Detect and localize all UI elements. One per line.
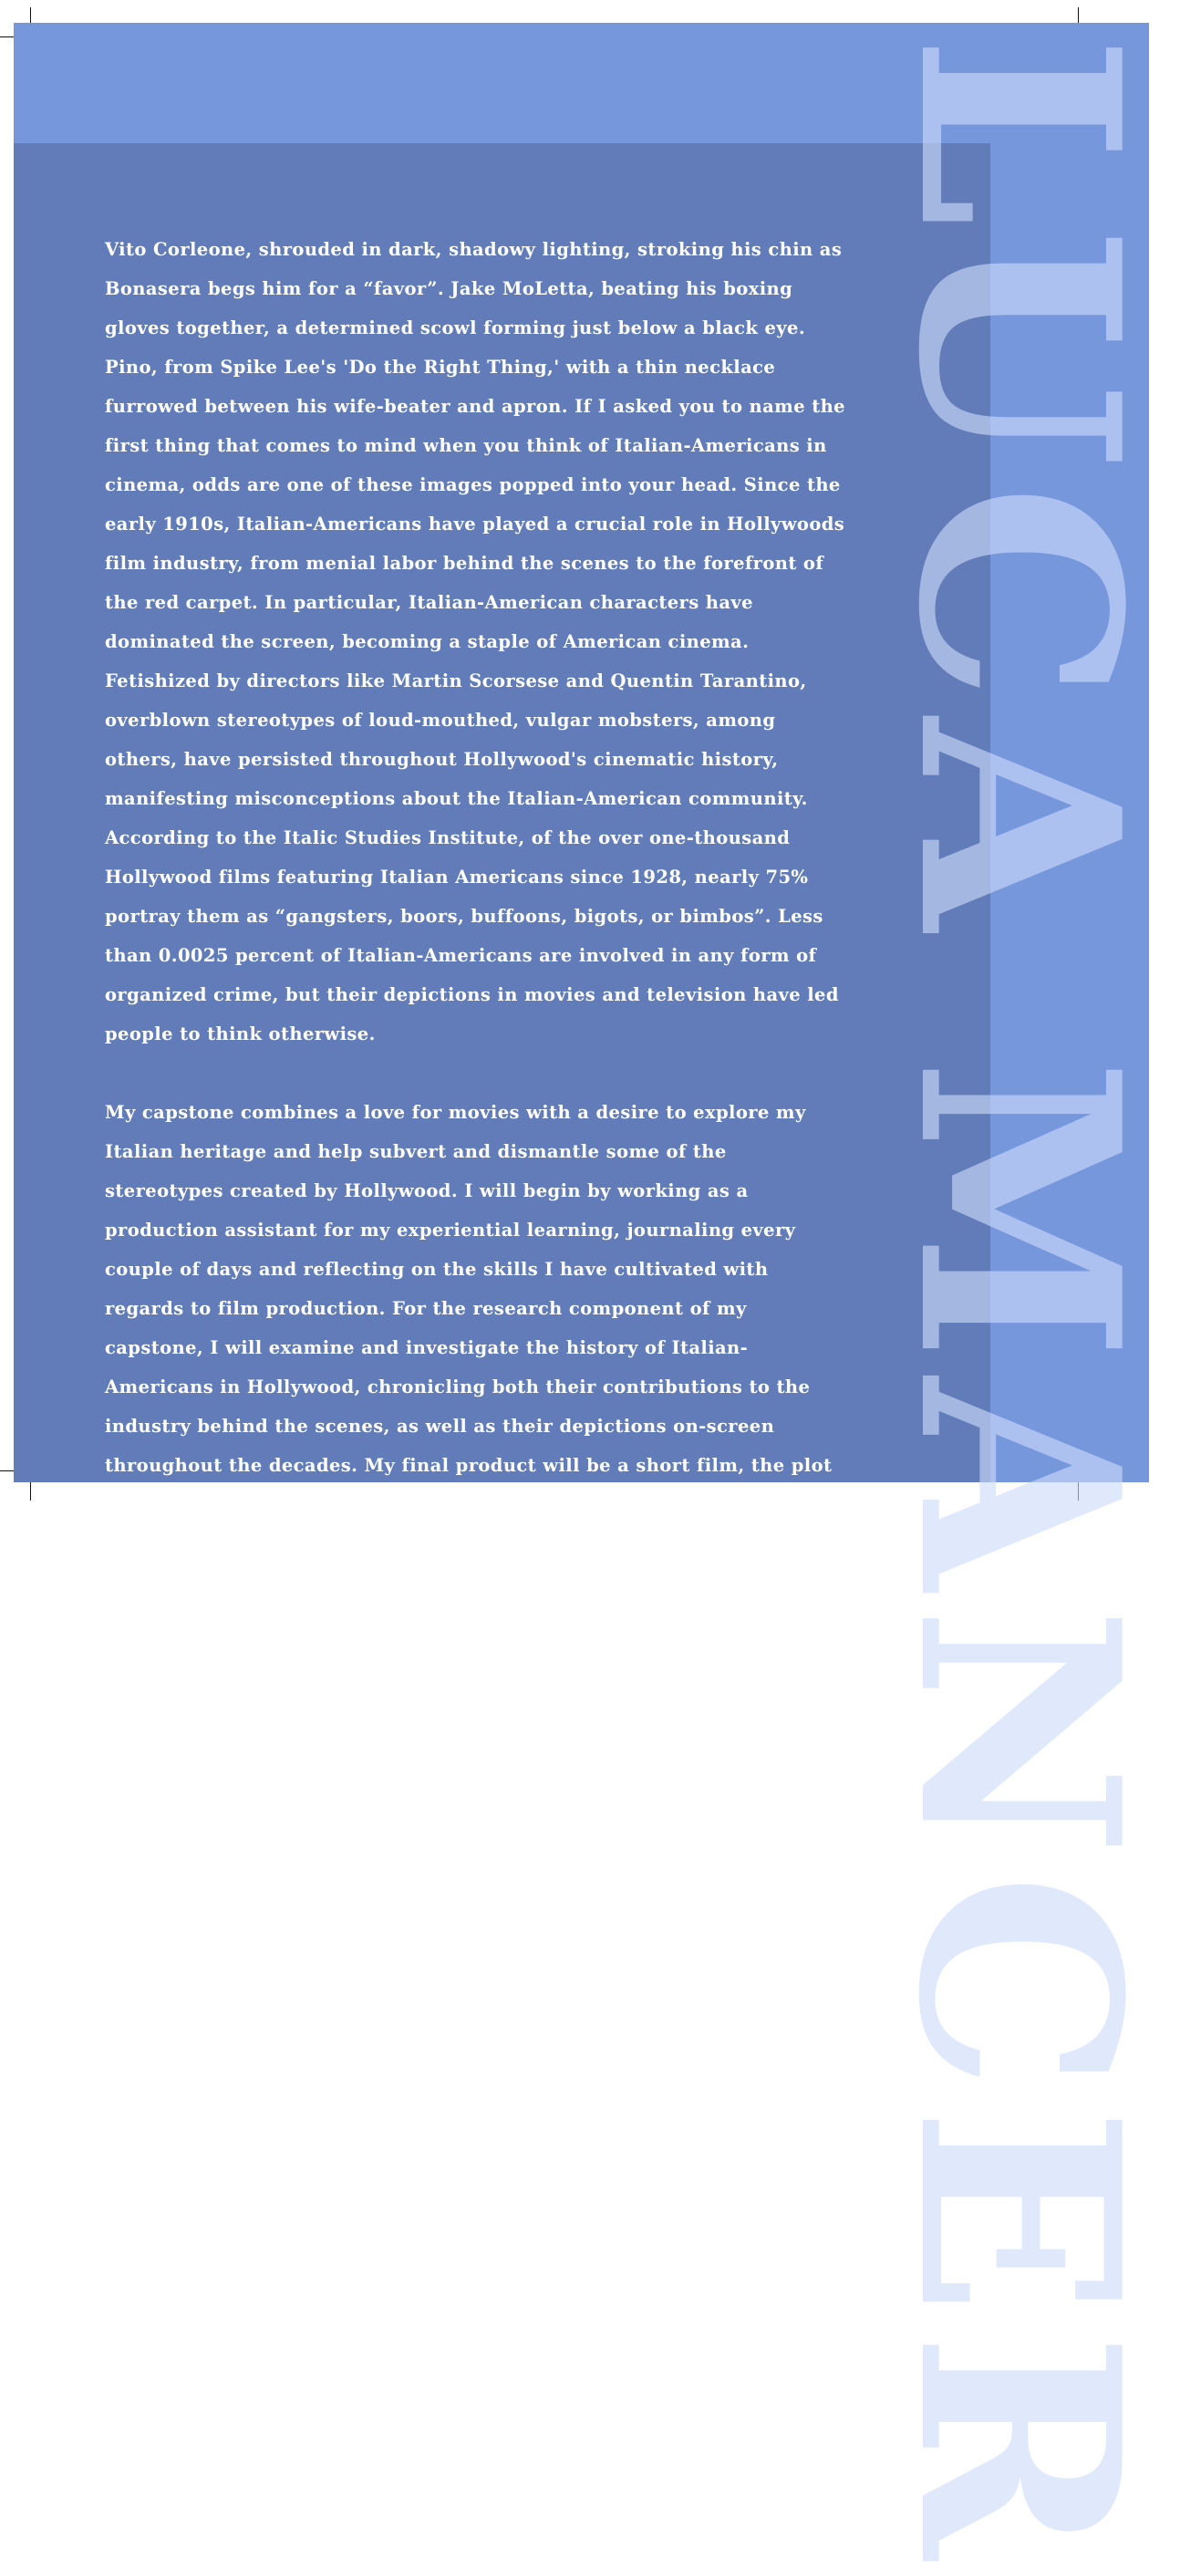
body-text	[105, 230, 848, 1720]
document-page	[14, 23, 1180, 2576]
paragraph-2: My capstone combines a love for movies with a desire to explore my Italian heritage and help subvert and dismantle some of the stereotypes created by Hollywood. I will begin by working as a production assistant for my experiential learning, journaling every couple of days and reflecting on the skills I have cultivated with regards to film production. For the research component of my capstone, I will examine and investigate the history of Italian-Americans in Hollywood, chronicling both their contributions to the industry behind the scenes, as well as their depictions on-screen throughout the decades. My final product will be a short film, the plot of which still remains unknown. The central theme, however, will be Italian-American identity, and a large portion of the movie will be devoted to dismantling many of the classic Italian stereotypes through satire, and creating what I consider to be a more accurate depiction of Italian-American life.	[105, 1102, 837, 1672]
vertical-title: LUCA MANCER	[858, 35, 1180, 2576]
paragraph-1: Vito Corleone, shrouded in dark, shadowy lighting, stroking his chin as Bonasera begs him for a “favor”. Jake MoLetta, beating his boxing gloves together, a determined scowl forming just below a black eye. Pino, from Spike Lee's 'Do the Right Thing,' with a thin necklace furrowed between his wife-beater and apron. If I asked you to name the first thing that comes to mind when you think of Italian-Americans in cinema, odds are one of these images popped into your head. Since the early 1910s, Italian-Americans have played a crucial role in Hollywoods film industry, from menial labor behind the scenes to the forefront of the red carpet. In particular, Italian-American characters have dominated the screen, becoming a staple of American cinema. Fetishized by directors like Martin Scorsese and Quentin Tarantino, overblown stereotypes of loud-mouthed, vulgar mobsters, among others, have persisted throughout Hollywood's cinematic history, manifesting misconceptions about the Italian-American community. According to the Italic Studies Institute, of the over one-thousand Hollywood films featuring Italian Americans since 1928, nearly 75% portray them as “gangsters, boors, buffoons, bigots, or bimbos”. Less than 0.0025 percent of Italian-Americans are involved in any form of organized crime, but their depictions in movies and television have led people to think otherwise.	[105, 239, 845, 1044]
crop-mark-bottom-left-vertical	[30, 1482, 31, 1501]
